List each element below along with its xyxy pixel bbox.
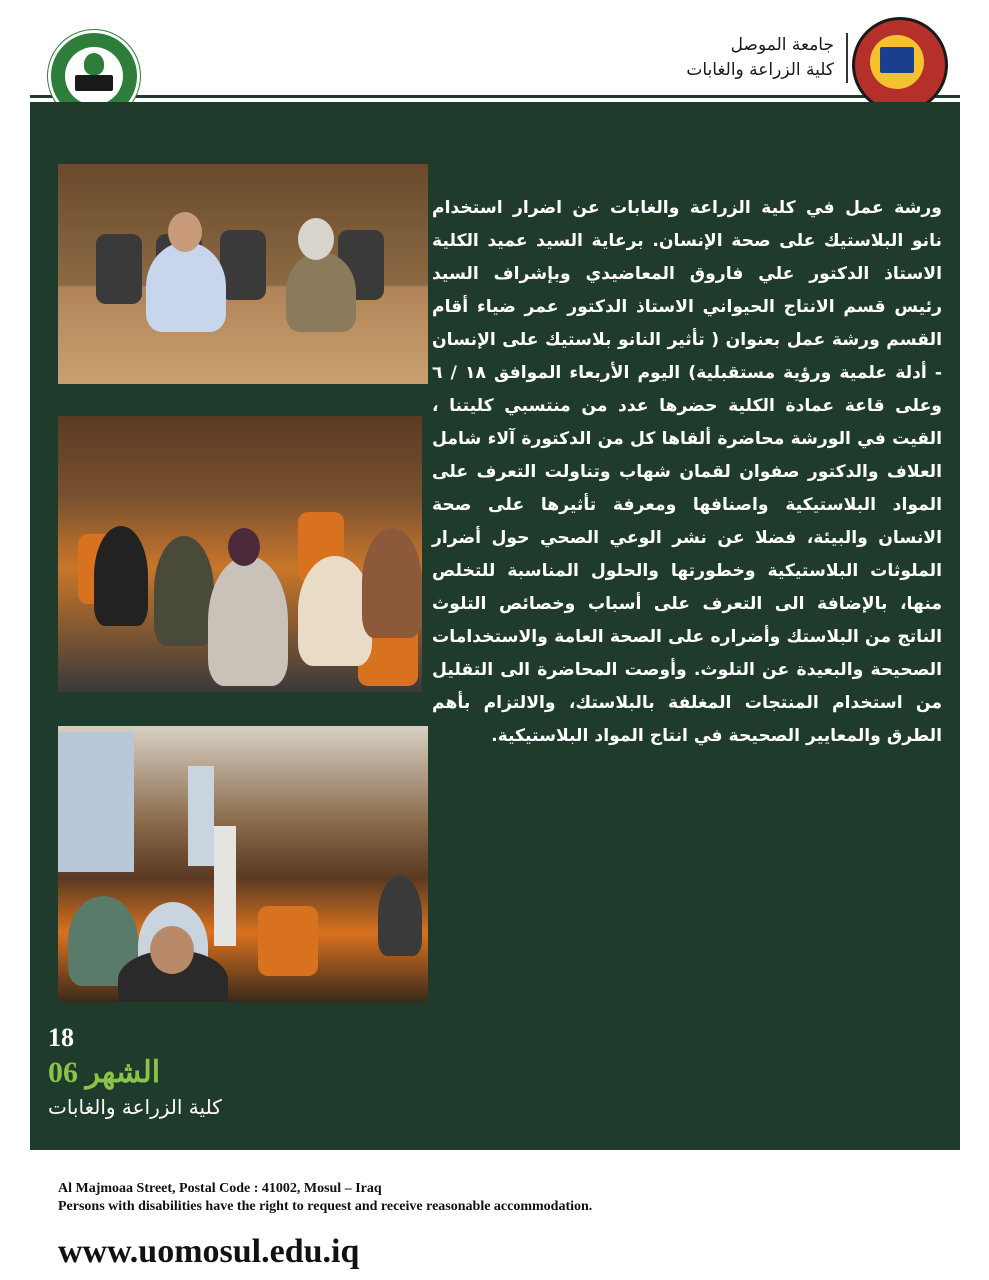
person-head xyxy=(168,212,202,252)
issue-college: كلية الزراعة والغابات xyxy=(48,1095,222,1119)
workshop-photo-hall xyxy=(58,726,428,1002)
person xyxy=(362,528,422,638)
footer-accessibility-note: Persons with disabilities have the right to request and receive reasonable accommodation. xyxy=(58,1199,593,1214)
footer-website-link[interactable]: www.uomosul.edu.iq xyxy=(58,1233,360,1270)
person-head xyxy=(150,926,194,974)
person xyxy=(208,556,288,686)
window-blind xyxy=(58,732,134,872)
issue-date xyxy=(48,1022,348,1122)
footer-address: Al Majmoaa Street, Postal Code : 41002, Mosul – Iraq xyxy=(58,1181,382,1196)
article-text xyxy=(432,192,942,753)
header-title xyxy=(686,33,848,83)
person xyxy=(298,556,372,666)
tree-icon xyxy=(84,53,104,75)
college-name: كلية الزراعة والغابات xyxy=(686,60,834,80)
page-footer xyxy=(58,1180,938,1274)
person-head xyxy=(298,218,334,260)
book-icon xyxy=(880,47,914,73)
chair xyxy=(258,906,318,976)
chair xyxy=(96,234,142,304)
chair xyxy=(220,230,266,300)
person xyxy=(286,252,356,332)
university-name: جامعة الموصل xyxy=(730,35,834,55)
issue-month: الشهر 06 xyxy=(48,1056,161,1089)
page-header xyxy=(30,25,960,98)
issue-day: 18 xyxy=(48,1023,74,1052)
content-panel xyxy=(30,102,960,1150)
university-logo xyxy=(852,17,948,113)
person xyxy=(94,526,148,626)
article-body: ورشة عمل في كلية الزراعة والغابات عن اضرار استخدام نانو البلاستيك على صحة الإنسان. برعاية السيد عميد الكلية الاستاذ الدكتور علي فاروق المعاضيدي وبإشراف السيد رئيس قسم الانتاج الحيواني الاستاذ الدكتور عمر ضياء أقام القسم ورشة عمل بعنوان ( تأثير النانو بلاستيك على الإنسان - أدلة علمية ورؤية مستقبلية) اليوم الأربعاء الموافق ١٨ / ٦ وعلى قاعة عمادة الكلية حضرها عدد من منتسبي كليتنا ، القيت في الورشة محاضرة ألقاها كل من الدكتورة آلاء شامل العلاف والدكتور صفوان لقمان شهاب وتناولت التعرف على المواد البلاستيكية واصنافها ومعرفة تأثيرها على صحة الانسان والبيئة، فضلا عن نشر الوعي الصحي حول أضرار الملوثات البلاستيكية وخطورتها والحلول المناسبة للتخلص منها، بالإضافة الى التعرف على أسباب وخصائص التلوث الناتج من البلاستك وأضراره على الصحة العامة والاستخدامات الصحيحة والبعيدة عن التلوث. وأوصت المحاضرة الى التقليل من استخدام المنتجات المغلفة بالبلاستك، والالتزام بأهم الطرق والمعايير الصحيحة في انتاج المواد البلاستيكية. xyxy=(432,198,943,746)
person xyxy=(154,536,214,646)
person-head xyxy=(228,528,260,566)
window-blind xyxy=(188,766,214,866)
workshop-photo-audience xyxy=(58,416,422,692)
person xyxy=(378,876,422,956)
book-icon xyxy=(75,75,113,91)
person xyxy=(146,242,226,332)
workshop-photo-speakers xyxy=(58,164,428,384)
air-conditioner xyxy=(214,826,236,946)
